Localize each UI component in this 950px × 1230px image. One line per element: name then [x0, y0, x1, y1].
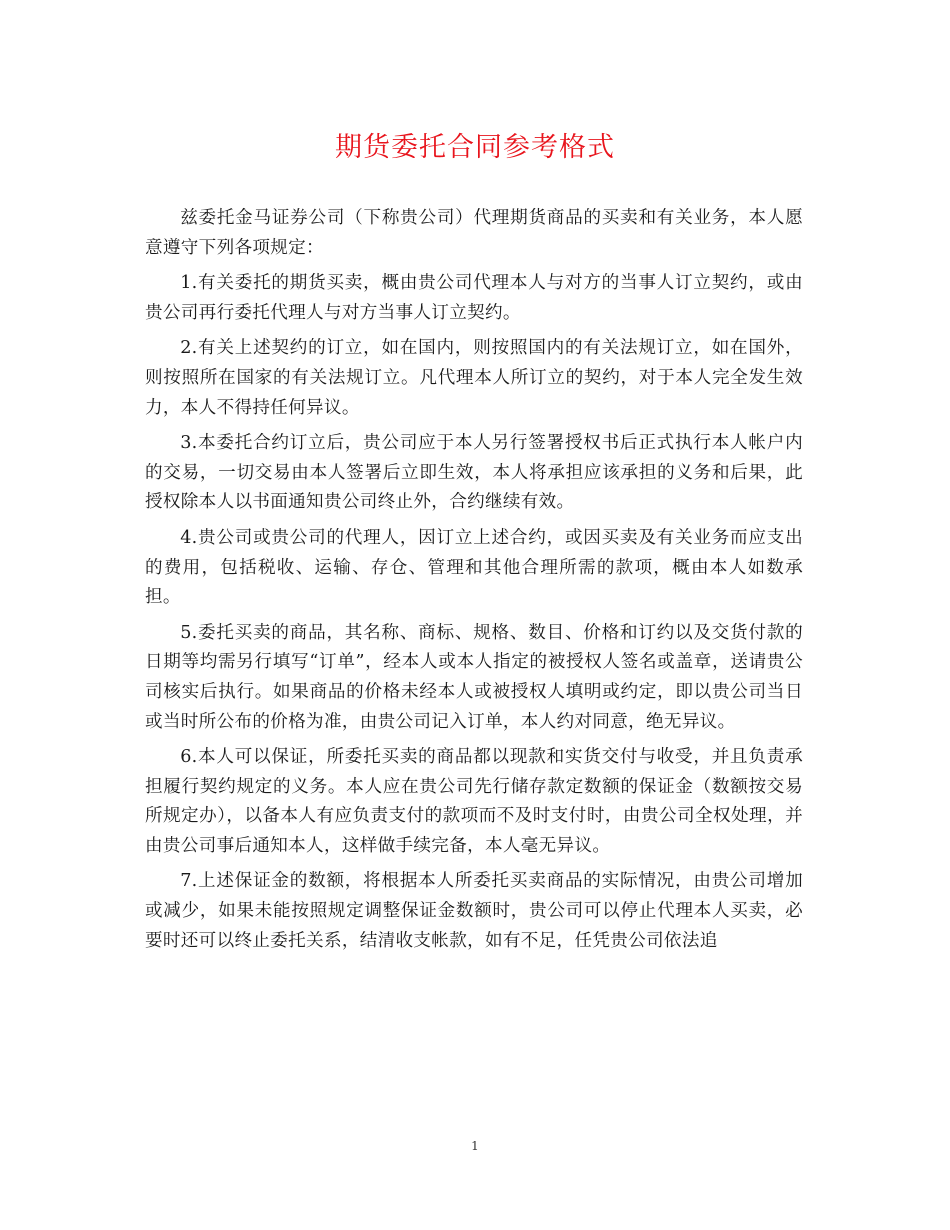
clause-2-paragraph: 2.有关上述契约的订立，如在国内，则按照国内的有关法规订立，如在国外，则按照所在国家的有关法规订立。凡代理本人所订立的契约，对于本人完全发生效力，本人不得持任何异议。 — [145, 338, 803, 418]
clause-4-paragraph: 4.贵公司或贵公司的代理人，因订立上述合约，或因买卖及有关业务而应支出的费用，包括税收、运输、存仓、管理和其他合理所需的款项，概由本人如数承担。 — [145, 527, 803, 608]
clause-7-paragraph: 7.上述保证金的数额，将根据本人所委托买卖商品的实际情况，由贵公司增加或减少，如果未能按照规定调整保证金数额时，贵公司可以停止代理本人买卖，必要时还可以终止委托关系，结清收支帐款，如有不足，任凭贵公司依法追 — [145, 871, 803, 951]
clause-5-paragraph: 5.委托买卖的商品，其名称、商标、规格、数目、价格和订约以及交货付款的日期等均需另行填写“订单”，经本人或本人指定的被授权人签名或盖章，送请贵公司核实后执行。如果商品的价格未经本人或被授权人填明或约定，即以贵公司当日或当时所公布的价格为准，由贵公司记入订单，本人约对同意，绝无异议。 — [145, 622, 803, 732]
clause-1-paragraph: 1.有关委托的期货买卖，概由贵公司代理本人与对方的当事人订立契约，或由贵公司再行委托代理人与对方当事人订立契约。 — [145, 273, 803, 323]
intro-paragraph: 兹委托金马证券公司（下称贵公司）代理期货商品的买卖和有关业务，本人愿意遵守下列各项规定： — [145, 208, 803, 258]
page-number: 1 — [471, 1139, 479, 1153]
clause-3-paragraph: 3.本委托合约订立后，贵公司应于本人另行签署授权书后正式执行本人帐户内的交易，一切交易由本人签署后立即生效，本人将承担应该承担的义务和后果，此授权除本人以书面通知贵公司终止外，合约继续有效。 — [145, 433, 803, 513]
clause-6-paragraph: 6.本人可以保证，所委托买卖的商品都以现款和实货交付与收受，并且负责承担履行契约规定的义务。本人应在贵公司先行储存款定数额的保证金（数额按交易所规定办），以备本人有应负责支付的款项而不及时支付时，由贵公司全权处理，并由贵公司事后通知本人，这样做手续完备，本人毫无异议。 — [145, 747, 803, 856]
document-body — [145, 204, 803, 962]
document-title: 期货委托合同参考格式 — [335, 132, 615, 163]
